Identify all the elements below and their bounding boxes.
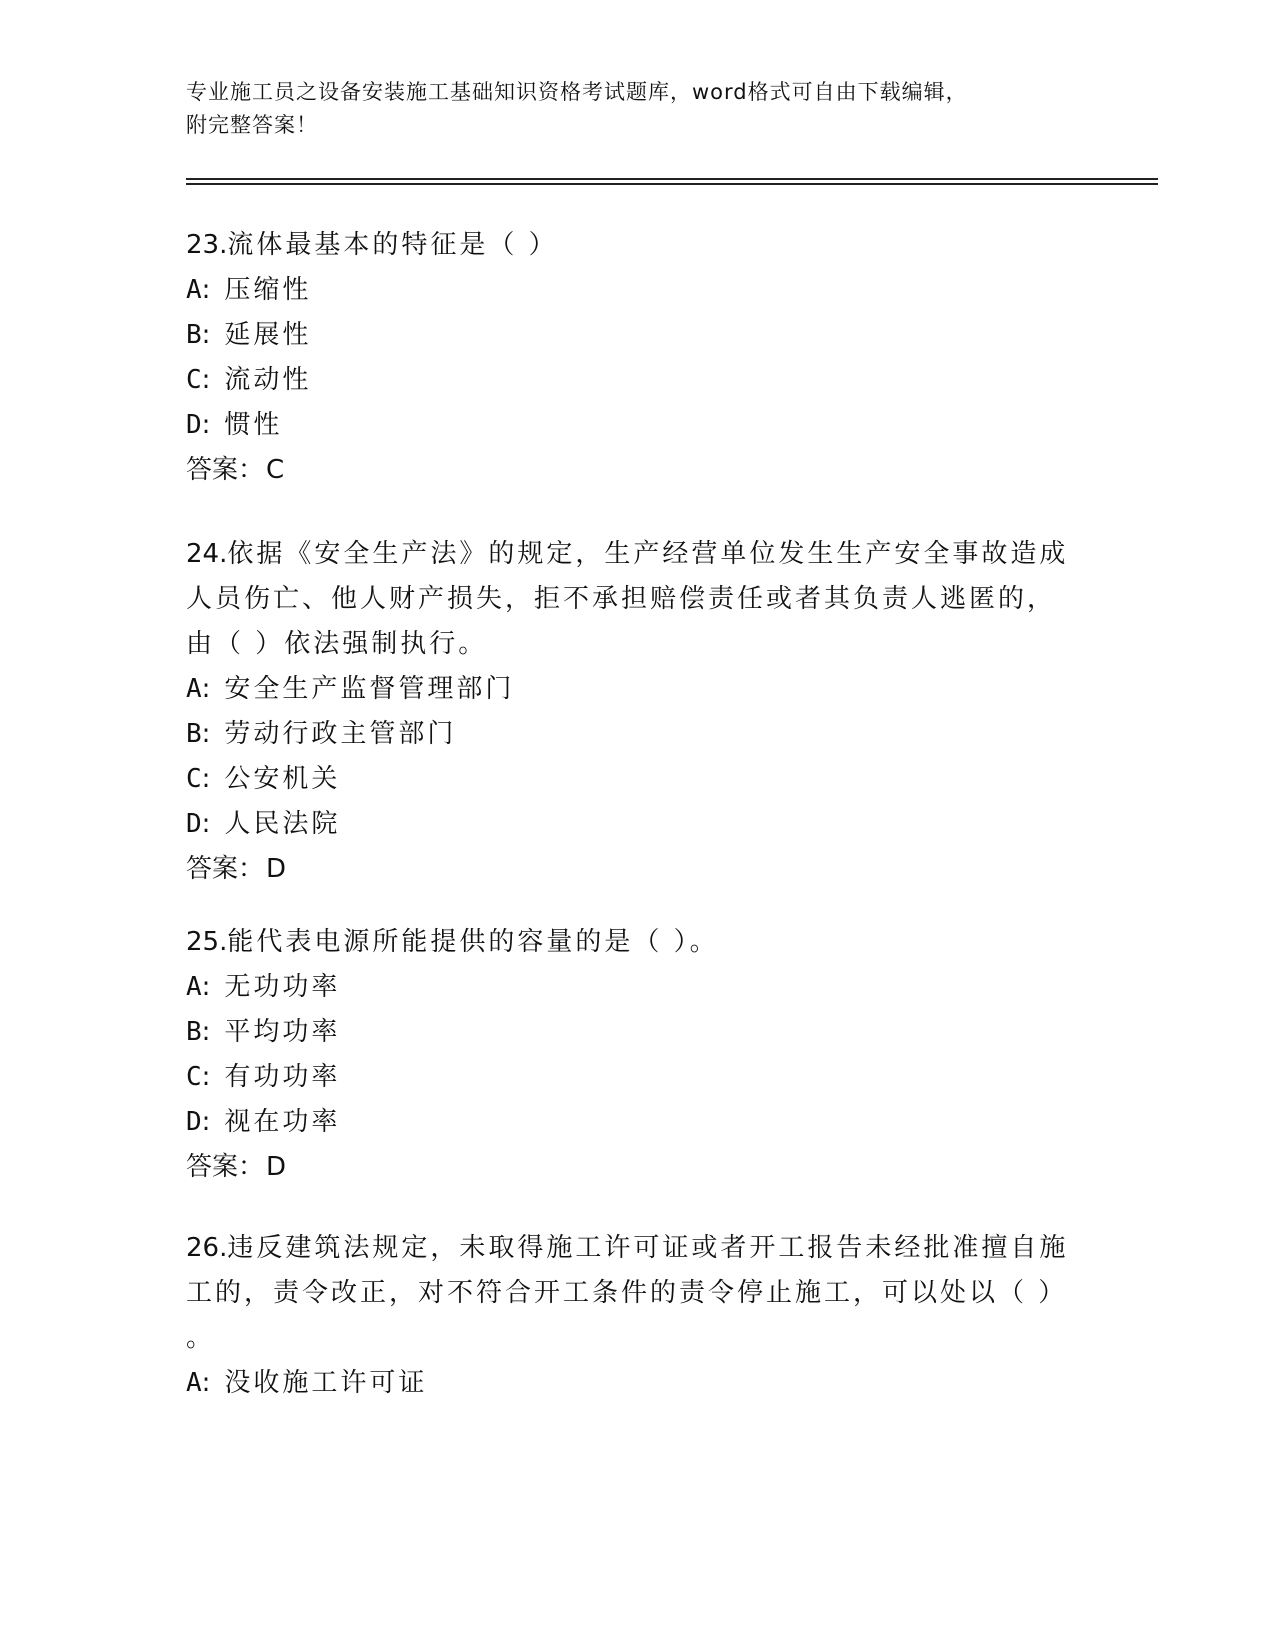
option-letter: C xyxy=(186,1062,202,1092)
option-text: 人民法院 xyxy=(224,809,341,839)
option-letter: A xyxy=(186,972,202,1002)
question-text-line-1: 依据《安全生产法》的规定，生产经营单位发生生产安全事故造成 xyxy=(227,539,1069,569)
option-letter: D xyxy=(186,1107,202,1137)
option-letter: B xyxy=(186,320,202,350)
question-number: 23. xyxy=(186,230,228,260)
option-letter: A xyxy=(186,275,202,305)
option-text: 安全生产监督管理部门 xyxy=(224,674,515,704)
question-stem xyxy=(186,1226,1086,1271)
option-d: D: 视在功率 xyxy=(186,1107,341,1137)
option-b: B: 延展性 xyxy=(186,320,312,350)
question-text-line-2: 人员伤亡、他人财产损失，拒不承担赔偿责任或者其负责人逃匿的， xyxy=(186,584,1057,614)
option-letter: A xyxy=(186,1368,202,1398)
answer-line xyxy=(186,1145,1086,1190)
question-number: 24. xyxy=(186,539,228,569)
answer-value: D xyxy=(266,854,287,884)
question-24 xyxy=(186,532,1086,892)
answer-value: D xyxy=(266,1152,287,1182)
option-text: 无功功率 xyxy=(224,972,341,1002)
header-divider-bottom xyxy=(186,183,1158,185)
question-stem xyxy=(186,532,1086,577)
question-text-line-2: 工的，责令改正，对不符合开工条件的责令停止施工，可以处以（ ） xyxy=(186,1278,1068,1308)
answer-line xyxy=(186,448,1086,493)
option-text: 视在功率 xyxy=(224,1107,341,1137)
option-text: 延展性 xyxy=(224,320,312,350)
option-text: 平均功率 xyxy=(224,1017,341,1047)
option-text: 有功功率 xyxy=(224,1062,341,1092)
option-b: B: 平均功率 xyxy=(186,1017,341,1047)
option-text: 没收施工许可证 xyxy=(224,1368,428,1398)
question-number: 25. xyxy=(186,927,228,957)
header-divider-top xyxy=(186,178,1158,180)
option-c: C: 流动性 xyxy=(186,365,312,395)
header-line-2: 附完整答案！ xyxy=(186,113,318,137)
option-text: 压缩性 xyxy=(224,275,312,305)
option-letter: B xyxy=(186,719,202,749)
option-c: C: 有功功率 xyxy=(186,1062,341,1092)
answer-label: 答案： xyxy=(186,854,265,884)
option-text: 惯性 xyxy=(224,410,283,440)
option-a: A: 压缩性 xyxy=(186,275,312,305)
option-a: A: 无功功率 xyxy=(186,972,341,1002)
option-d: D: 人民法院 xyxy=(186,809,341,839)
option-b: B: 劳动行政主管部门 xyxy=(186,719,457,749)
document-header-note xyxy=(186,76,1066,142)
answer-label: 答案： xyxy=(186,455,265,485)
question-stem xyxy=(186,920,1086,965)
option-text: 公安机关 xyxy=(224,764,341,794)
answer-label: 答案： xyxy=(186,1152,265,1182)
option-letter: D xyxy=(186,809,202,839)
option-letter: C xyxy=(186,764,202,794)
question-25 xyxy=(186,920,1086,1190)
option-text: 流动性 xyxy=(224,365,312,395)
question-26 xyxy=(186,1226,1086,1406)
question-23 xyxy=(186,223,1086,493)
option-c: C: 公安机关 xyxy=(186,764,341,794)
option-text: 劳动行政主管部门 xyxy=(224,719,457,749)
option-letter: A xyxy=(186,674,202,704)
option-a: A: 安全生产监督管理部门 xyxy=(186,674,515,704)
option-letter: D xyxy=(186,410,202,440)
option-letter: B xyxy=(186,1017,202,1047)
answer-value: C xyxy=(266,455,285,485)
header-line-1: 专业施工员之设备安装施工基础知识资格考试题库，word格式可自由下载编辑， xyxy=(186,80,968,104)
question-text-line-1: 违反建筑法规定，未取得施工许可证或者开工报告未经批准擅自施 xyxy=(227,1233,1069,1263)
question-text-line-3: 由（ ）依法强制执行。 xyxy=(186,629,488,659)
question-text: 能代表电源所能提供的容量的是（ ）。 xyxy=(227,927,719,957)
answer-line xyxy=(186,847,1086,892)
question-stem xyxy=(186,223,1086,268)
question-text: 流体最基本的特征是（ ） xyxy=(227,230,558,260)
question-number: 26. xyxy=(186,1233,228,1263)
option-d: D: 惯性 xyxy=(186,410,283,440)
option-letter: C xyxy=(186,365,202,395)
option-a: A: 没收施工许可证 xyxy=(186,1368,428,1398)
question-text-line-3: 。 xyxy=(186,1323,216,1353)
